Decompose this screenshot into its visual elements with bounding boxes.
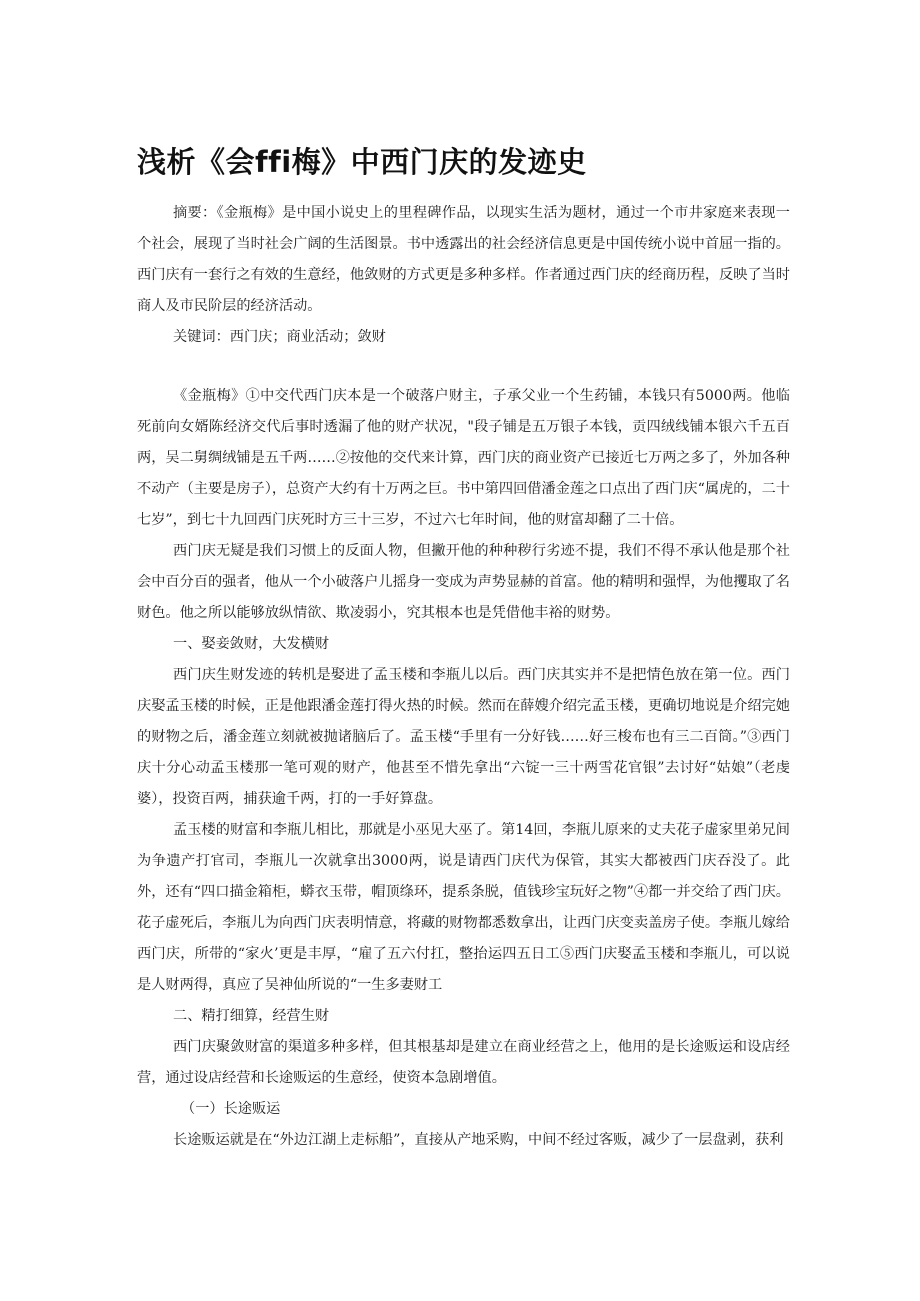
- body-paragraph: 西门庆无疑是我们习惯上的反面人物，但撇开他的种种秽行劣迹不提，我们不得不承认他是那个社会中百分百的强者，他从一个小破落户儿摇身一变成为声势显赫的首富。他的精明和强悍，为他攫取了名财色。他之所以能够放纵情欲、欺凌弱小，究其根本也是凭借他丰裕的财势。: [137, 543, 790, 621]
- abstract-paragraph: 摘要：《金瓶梅》是中国小说史上的里程碑作品，以现实生活为题材，通过一个市井家庭来表现一个社会，展现了当时社会广阔的生活图景。书中透露出的社会经济信息更是中国传统小说中首屈一指的。西门庆有一套行之有效的生意经，他敛财的方式更是多种多样。作者通过西门庆的经商历程，反映了当时商人及市民阶层的经济活动。: [137, 205, 790, 314]
- body-paragraph: 孟玉楼的财富和李瓶儿相比，那就是小巫见大巫了。第14回，李瓶儿原来的丈夫花子虚家里弟兄间为争遗产打官司，李瓶儿一次就拿出3000两，说是请西门庆代为保管，其实大都被西门庆吞没了。此外，还有“四口描金箱柜，蟒衣玉带，帽顶绦环，提系条脱，值钱珍宝玩好之物”④都一并交给了西门庆。花子虚死后，李瓶儿为向西门庆表明情意，将藏的财物都悉数拿出，让西门庆变卖盖房子使。李瓶儿嫁给西门庆，所带的“家火’更是丰厚，“雇了五六付扛，整抬运四五日工⑤西门庆娶孟玉楼和李瓶儿，可以说是人财两得，真应了吴神仙所说的“一生多妻财工: [137, 822, 790, 993]
- keywords-line: 关键词：西门庆；商业活动；敛财: [173, 329, 386, 345]
- abstract-section: [137, 198, 790, 353]
- body-paragraph: 西门庆生财发迹的转机是娶进了孟玉楼和李瓶儿以后。西门庆其实并不是把情色放在第一位。西门庆娶孟玉楼的时候，正是他跟潘金莲打得火热的时候。然而在薛嫂介绍完孟玉楼，更确切地说是介绍完她的财物之后，潘金莲立刻就被抛诸脑后了。孟玉楼“手里有一分好钱……好三梭布也有三二百筒。”③西门庆十分心动孟玉楼那一笔可观的财产，他甚至不惜先拿出“六锭一三十两雪花官银”去讨好“姑娘”（老虔婆），投资百两，捕获逾千两，打的一手好算盘。: [137, 667, 790, 807]
- body-paragraph: 《金瓶梅》①中交代西门庆本是一个破落户财主，子承父业一个生药铺，本钱只有5000两。他临死前向女婿陈经济交代后事时透漏了他的财产状况，"段子铺是五万银子本钱，贡四绒线铺本银六千五百两，吴二舅绸绒铺是五千两……②按他的交代来计算，西门庆的商业资产已接近七万两之多了，外加各种不动产（主要是房子），总资产大约有十万两之巨。书中第四回借潘金莲之口点出了西门庆“属虎的，二十七岁”，到七十九回西门庆死时方三十三岁，不过六七年时间，他的财富却翻了二十倍。: [137, 388, 790, 528]
- section-heading-1: 一、娶妾敛财，大发横财: [173, 636, 330, 652]
- subsection-heading-1: （一）长途贩运: [181, 1101, 281, 1117]
- body-paragraph: 长途贩运就是在“外边江湖上走标船”，直接从产地采购，中间不经过客贩，减少了一层盘剥，获利: [173, 1132, 784, 1148]
- body-paragraph: 西门庆聚敛财富的渠道多种多样，但其根基却是建立在商业经营之上，他用的是长途贩运和设店经营，通过设店经营和长途贩运的生意经，使资本急剧增值。: [137, 1039, 790, 1086]
- main-body: [137, 381, 790, 1156]
- section-heading-2: 二、精打细算，经营生财: [173, 1008, 330, 1024]
- document-title: 浅析《会ffi梅》中西门庆的发迹史: [137, 145, 587, 179]
